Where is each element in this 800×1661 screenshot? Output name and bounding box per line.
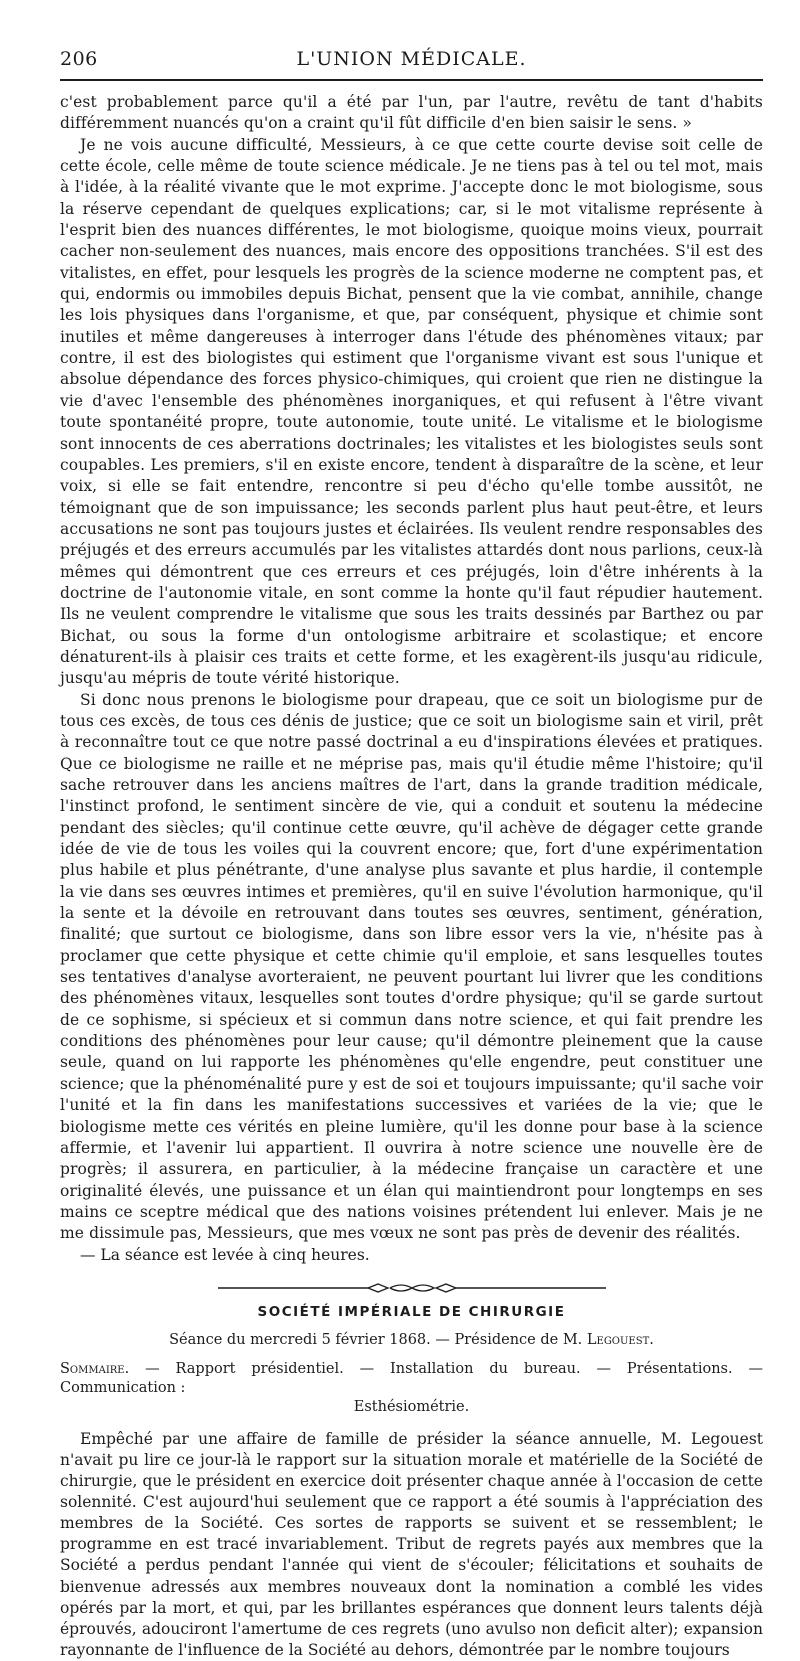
- closing-line: — La séance est levée à cinq heures.: [80, 1245, 370, 1264]
- summary-label: Sommaire.: [60, 1360, 130, 1377]
- paragraph-continuation: c'est probablement parce qu'il a été par l'un, par l'autre, revêtu de tant d'habits différemment nuancés qu'on a craint qu'il fût difficile d'en bien saisir le sens. »: [60, 93, 763, 133]
- seance-line: [60, 1330, 763, 1350]
- seance-text: Séance du mercredi 5 février 1868. — Présidence de M.: [169, 1331, 583, 1348]
- ornamental-divider: [218, 1282, 606, 1294]
- section-paragraph: Empêché par une affaire de famille de présider la séance annuelle, M. Legouest n'avait pu lire ce jour-là le rapport sur la situation morale et matérielle de la Société de chirurgie, que le président en exercice doit présenter chaque année à l'occasion de cette solennité. C'est aujourd'hui seulement que ce rapport a été soumis à l'appréciation des membres de la Société. Ces sortes de rapports se suivent et se ressemblent; le programme en est tracé invariablement. Tribut de regrets payés aux membres que la Société a perdus pendant l'année qui vient de s'écouler; félicitations et souhaits de bienvenue adressés aux membres nouveaux dont la nomination a comblé les vides opérés par la mort, et qui, par les brillantes espérances que donnent leurs talents déjà éprouvés, adouciront l'amertume de ces regrets (uno avulso non deficit alter); expansion rayonnante de l'influence de la Société au dehors, démontrée par le nombre toujours: [60, 1429, 763, 1659]
- page-number: 206: [60, 48, 98, 70]
- summary-text: — Rapport présidentiel. — Installation du bureau. — Présentations. — Communication :: [60, 1360, 764, 1396]
- header-rule: [60, 79, 763, 81]
- paragraph-vitalisme: Je ne vois aucune difficulté, Messieurs, à ce que cette courte devise soit celle de cette école, celle même de toute science médicale. Je ne tiens pas à tel ou tel mot, mais à l'idée, à la réalité vivante que le mot exprime. J'accepte donc le mot biologisme, sous la réserve cependant de quelques explications; car, si le mot vitalisme représente à l'esprit bien des nuances différentes, le mot biologisme, quoique moins vieux, pourrait cacher non-seulement des nuances, mais encore des oppositions tranchées. S'il est des vitalistes, en effet, pour lesquels les progrès de la science moderne ne comptent pas, et qui, endormis ou immobiles depuis Bichat, pensent que la vie combat, annihile, change les lois physiques dans l'organisme, et que, par conséquent, physique et chimie sont inutiles et même dangereuses à interroger dans l'étude des phénomènes vitaux; par contre, il est des biologistes qui estiment que l'organisme vivant est sous l'unique et absolue dépendance des forces physico-chimiques, qui croient que rien ne distingue la vie d'avec l'ensemble des phénomènes inorganiques, et qui refusent à l'être vivant toute spontanéité propre, toute autonomie, toute unité. Le vitalisme et le biologisme sont innocents de ces aberrations doctrinales; les vitalistes et les biologistes seuls sont coupables. Les premiers, s'il en existe encore, tendent à disparaître de la scène, et leur voix, si elle se fait entendre, rencontre si peu d'écho qu'elle tombe aussitôt, ne témoignant que de son impuissance; les seconds parlent plus haut peut-être, et leurs accusations ne sont pas toujours justes et éclairées. Ils veulent rendre responsables des préjugés et des erreurs accumulés par les vitalistes attardés dont nous parlions, ceux-là mêmes qui démontrent que ces erreurs et ces préjugés, loin d'être inhérents à la doctrine de l'autonomie vitale, en sont comme la honte qu'il faut répudier hautement. Ils ne veulent comprendre le vitalisme que sous les traits dessinés par Barthez ou par Bichat, ou sous la forme d'un ontologisme arbitraire et scolastique; et encore dénaturent-ils à plaisir ces traits et cette forme, et les exagèrent-ils jusqu'au ridicule, jusqu'au mépris de toute vérité historique.: [60, 135, 763, 688]
- page-body: [60, 92, 763, 1661]
- section-title: SOCIÉTÉ IMPÉRIALE DE CHIRURGIE: [257, 1303, 566, 1320]
- page-header: [60, 48, 763, 84]
- paragraph-biologisme: Si donc nous prenons le biologisme pour drapeau, que ce soit un biologisme pur de tous ces excès, de tous ces dénis de justice; que ce soit un biologisme sain et viril, prêt à reconnaître tout ce que notre passé doctrinal a eu d'inspirations élevées et pratiques. Que ce biologisme ne raille et ne méprise pas, mais qu'il étudie même l'histoire; qu'il sache retrouver dans les anciens maîtres de l'art, dans la grande tradition médicale, l'instinct profond, le sentiment sincère de vie, qui a conduit et soutenu la médecine pendant des siècles; qu'il continue cette œuvre, qu'il achève de dégager cette grande idée de vie de tous les voiles qui la couvrent encore; que, fort d'une expérimentation plus habile et plus pénétrante, d'une analyse plus savante et plus hardie, il contemple la vie dans ses œuvres intimes et premières, qu'il en suive l'évolution harmonique, qu'il la sente et la dévoile en retrouvant dans toutes ses œuvres, sentiment, génération, finalité; que surtout ce biologisme, dans son libre essor vers la vie, n'hésite pas à proclamer que cette physique et cette chimie qu'il emploie, et sans lesquelles toutes ses tentatives d'analyse avorteraient, ne peuvent pourtant lui livrer que les conditions des phénomènes vitaux, lesquelles sont toutes d'ordre physique; qu'il se garde surtout de ce sophisme, si spécieux et si commun dans notre science, et qui fait prendre les conditions des phénomènes pour leur cause; qu'il démontre pleinement que la cause seule, quand on lui rapporte les phénomènes qu'elle engendre, peut constituer une science; que la phénoménalité pure y est de soi et toujours impuissante; qu'il sache voir l'unité et la fin dans les manifestations successives et variées de la vie; que le biologisme mette ces vérités en pleine lumière, qu'il les donne pour base à la science affermie, et l'avenir lui appartient. Il ouvrira à notre science une nouvelle ère de progrès; il assurera, en particulier, à la médecine française un caractère et une originalité élevés, une puissance et un élan qui maintiendront pour longtemps en ses mains ce sceptre médical que des nations voisines prétendent lui enlever. Mais je ne me dissimule pas, Messieurs, que mes vœux ne sont pas près de devenir des réalités.: [60, 690, 763, 1243]
- summary-continuation: Esthésiométrie.: [353, 1398, 470, 1415]
- president-name: Legouest.: [586, 1331, 654, 1348]
- running-title: L'UNION MÉDICALE.: [296, 48, 527, 70]
- summary: [60, 1360, 763, 1417]
